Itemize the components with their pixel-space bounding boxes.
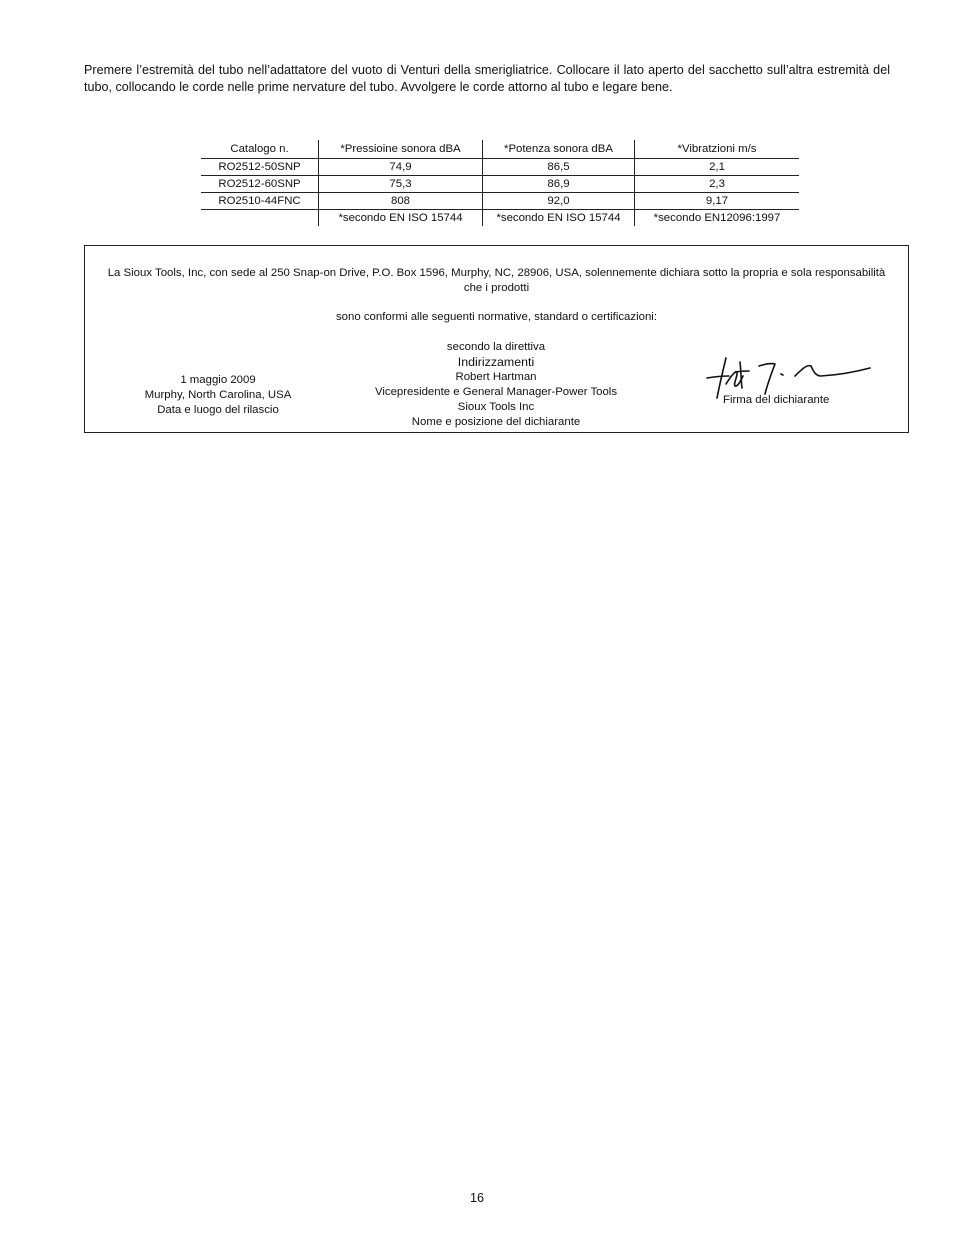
declaration-box xyxy=(84,245,909,433)
table-cell: 2,1 xyxy=(635,159,800,176)
column-header-vibration: *Vibratzioni m/s xyxy=(635,140,800,159)
table-cell: RO2512-50SNP xyxy=(201,159,319,176)
declarant-block xyxy=(325,340,667,430)
issue-place: Murphy, North Carolina, USA xyxy=(144,389,292,401)
conformity-line: sono conformi alle seguenti normative, standard o certificazioni: xyxy=(335,311,657,323)
issue-label: Data e luogo del rilascio xyxy=(157,404,279,416)
issue-date: 1 maggio 2009 xyxy=(180,374,256,386)
table-cell: 2,3 xyxy=(635,176,800,193)
declarant-position-label: Nome e posizione del dichiarante xyxy=(411,416,581,428)
addresses-heading: Indirizzamenti xyxy=(457,355,535,369)
signature-label: Firma del dichiarante xyxy=(723,394,830,406)
directive-line: secondo la direttiva xyxy=(446,341,546,353)
table-cell: RO2510-44FNC xyxy=(201,193,319,210)
table-header-row xyxy=(201,140,799,159)
table-cell: 86,5 xyxy=(483,159,635,176)
column-header-sound-power: *Potenza sonora dBA xyxy=(483,140,635,159)
declaration-statement: La Sioux Tools, Inc, con sede al 250 Snap-on Drive, P.O. Box 1596, Murphy, NC, 28906, USA, solennemente dichiara sotto la propria e sola responsabilità che i prodotti xyxy=(107,267,886,294)
table-cell: 92,0 xyxy=(483,193,635,210)
page-number: 16 xyxy=(469,1191,484,1205)
declarant-company: Sioux Tools Inc xyxy=(457,401,535,413)
table-cell: RO2512-60SNP xyxy=(201,176,319,193)
table-notes-row xyxy=(201,210,799,227)
column-header-sound-pressure: *Pressioine sonora dBA xyxy=(319,140,483,159)
table-cell: 74,9 xyxy=(319,159,483,176)
column-header-catalog: Catalogo n. xyxy=(201,140,319,159)
table-note: *secondo EN12096:1997 xyxy=(635,210,800,227)
table-cell: 86,9 xyxy=(483,176,635,193)
table-row xyxy=(201,159,799,176)
table-cell-empty xyxy=(201,210,319,227)
specs-table xyxy=(201,140,799,226)
table-cell: 9,17 xyxy=(635,193,800,210)
table-note: *secondo EN ISO 15744 xyxy=(483,210,635,227)
table-note: *secondo EN ISO 15744 xyxy=(338,212,463,224)
table-cell: 75,3 xyxy=(319,176,483,193)
issue-block xyxy=(115,373,321,418)
table-cell: 808 xyxy=(319,193,483,210)
declarant-title: Vicepresidente e General Manager-Power Tools xyxy=(374,386,618,398)
intro-paragraph: Premere l’estremità del tubo nell’adattatore del vuoto di Venturi della smerigliatrice. Collocare il lato aperto del sacchetto sull’altra estremità del tubo, collocando le corde nelle prime nervature del tubo. Avvolgere le corde attorno al tubo e legare bene. xyxy=(84,63,890,94)
table-row xyxy=(201,176,799,193)
declarant-name: Robert Hartman xyxy=(455,371,537,383)
table-row xyxy=(201,193,799,210)
